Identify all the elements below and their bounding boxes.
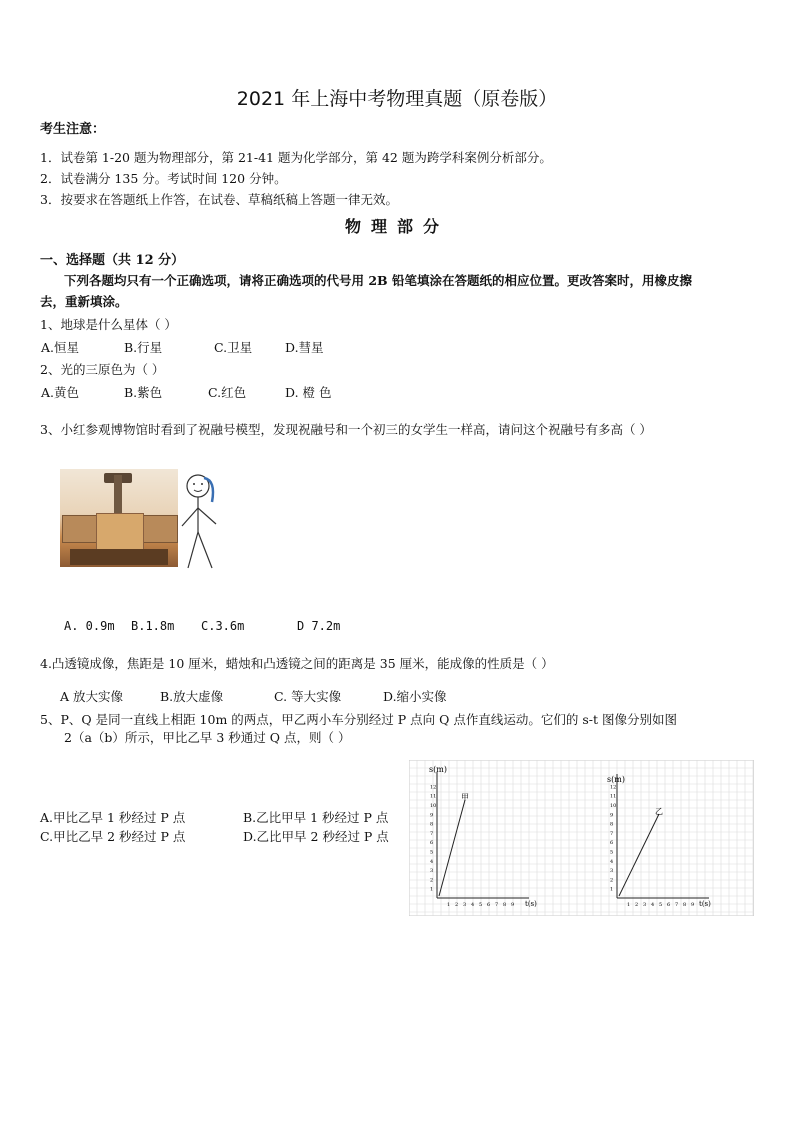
left-y-tick-label: 3 (430, 868, 434, 875)
right-y-tick-label: 8 (610, 821, 614, 828)
left-y-tick-label: 1 (430, 886, 434, 893)
right-x-tick-label: 6 (667, 902, 671, 908)
question-2-stem: 2、光的三原色为（ ） (40, 362, 165, 377)
exam-title: 2021 年上海中考物理真题（原卷版） (236, 88, 558, 110)
right-y-tick-label: 12 (610, 784, 617, 791)
left-x-ticks (447, 902, 514, 908)
q4-option-a: A 放大实像 (60, 689, 124, 704)
right-y-tick-label: 7 (610, 830, 614, 837)
q3-option-a: A. 0.9m (64, 619, 115, 633)
question-4-stem: 4.凸透镜成像，焦距是 10 厘米，蜡烛和凸透镜之间的距离是 35 厘米，能成像的性质是（ ） (40, 656, 554, 671)
s-t-graphs-figure (409, 760, 754, 916)
left-x-tick-label: 8 (503, 902, 507, 908)
right-y-label: s(m) (607, 775, 625, 784)
right-x-label: t(s) (699, 900, 711, 908)
instruction-line-2: 去，重新填涂。 (40, 294, 128, 309)
question-1-stem: 1、地球是什么星体（ ） (40, 317, 177, 332)
question-3-stem: 3、小红参观博物馆时看到了祝融号模型，发现祝融号和一个初三的女学生一样高，请问这个祝融号有多高（ ） (40, 422, 652, 437)
q3-option-c: C.3.6m (201, 619, 245, 633)
notice-3: 3．按要求在答题纸上作答，在试卷、草稿纸稿上答题一律无效。 (40, 192, 398, 207)
q1-option-b: B.行星 (124, 340, 163, 355)
right-y-tick-label: 2 (610, 877, 614, 884)
rover-photo (60, 469, 178, 567)
q4-option-b: B.放大虚像 (160, 689, 224, 704)
right-y-tick-label: 11 (610, 793, 617, 800)
right-x-tick-label: 1 (627, 902, 631, 908)
left-y-tick-label: 5 (430, 849, 434, 856)
left-x-tick-label: 1 (447, 902, 451, 908)
q1-option-d: D.彗星 (285, 340, 324, 355)
left-y-tick-label: 6 (430, 840, 434, 847)
q4-option-d: D.缩小实像 (383, 689, 447, 704)
left-y-label: s(m) (429, 765, 447, 774)
left-x-tick-label: 9 (511, 902, 515, 908)
left-x-tick-label: 5 (479, 902, 483, 908)
right-x-ticks (627, 902, 694, 908)
left-x-tick-label: 2 (455, 902, 459, 908)
left-x-tick-label: 4 (471, 902, 475, 908)
q4-option-c: C. 等大实像 (274, 689, 342, 704)
notice-2: 2．试卷满分 135 分。考试时间 120 分钟。 (40, 171, 287, 186)
left-y-tick-label: 9 (430, 812, 434, 819)
right-y-tick-label: 1 (610, 886, 614, 893)
q1-option-a: A.恒星 (41, 340, 80, 355)
right-y-tick-label: 10 (610, 803, 617, 809)
right-x-tick-label: 8 (683, 902, 687, 908)
left-y-tick-label: 10 (430, 803, 437, 809)
left-y-tick-label: 4 (430, 858, 434, 865)
section-title: 物理部分 (344, 217, 449, 236)
question-5-stem-line-1: 5、P、Q 是同一直线上相距 10m 的两点，甲乙两小车分别经过 P 点向 Q 点作直线运动。它们的 s-t 图像分别如图 (40, 712, 677, 727)
q5-option-a: A.甲比乙早 1 秒经过 P 点 (40, 810, 186, 825)
q2-option-b: B.紫色 (124, 385, 163, 400)
notice-1: 1．试卷第 1-20 题为物理部分，第 21-41 题为化学部分，第 42 题为跨学科案例分析部分。 (40, 150, 552, 165)
left-y-tick-label: 8 (430, 821, 434, 828)
right-x-tick-label: 9 (691, 902, 695, 908)
right-y-tick-label: 6 (610, 840, 614, 847)
girl-stick-figure (176, 470, 220, 570)
left-x-tick-label: 6 (487, 902, 491, 908)
q5-option-d: D.乙比甲早 2 秒经过 P 点 (243, 829, 389, 844)
q2-option-a: A.黄色 (41, 385, 80, 400)
right-x-tick-label: 2 (635, 902, 639, 908)
right-y-tick-label: 5 (610, 849, 614, 856)
right-y-tick-label: 4 (610, 858, 614, 865)
left-y-tick-label: 11 (430, 793, 437, 800)
q2-option-c: C.红色 (208, 385, 247, 400)
left-x-tick-label: 7 (495, 902, 499, 908)
question-5-stem-line-2: 2（a（b）所示，甲比乙早 3 秒通过 Q 点，则（ ） (64, 730, 351, 745)
right-y-tick-label: 9 (610, 812, 614, 819)
right-x-tick-label: 7 (675, 902, 679, 908)
notice-heading: 考生注意： (40, 122, 106, 137)
instruction-line-1: 下列各题均只有一个正确选项，请将正确选项的代号用 2B 铅笔填涂在答题纸的相应位置。更改答案时，用橡皮擦 (64, 273, 692, 288)
left-x-tick-label: 3 (463, 902, 467, 908)
q2-option-d: D. 橙 色 (285, 385, 332, 400)
left-y-tick-label: 2 (430, 877, 434, 884)
right-curve-label: 乙 (655, 807, 663, 816)
q5-option-b: B.乙比甲早 1 秒经过 P 点 (243, 810, 389, 825)
left-y-tick-label: 7 (430, 830, 434, 837)
left-y-tick-label: 12 (430, 784, 437, 791)
left-x-label: t(s) (525, 900, 537, 908)
q3-option-d: D 7.2m (297, 619, 341, 633)
q5-option-c: C.甲比乙早 2 秒经过 P 点 (40, 829, 186, 844)
right-x-tick-label: 3 (643, 902, 647, 908)
q3-option-b: B.1.8m (131, 619, 175, 633)
q1-option-c: C.卫星 (214, 340, 253, 355)
right-y-tick-label: 3 (610, 868, 614, 875)
right-x-tick-label: 4 (651, 902, 655, 908)
part-heading: 一、选择题（共 12 分） (40, 253, 185, 268)
right-x-tick-label: 5 (659, 902, 663, 908)
left-curve-label: 甲 (461, 793, 469, 802)
